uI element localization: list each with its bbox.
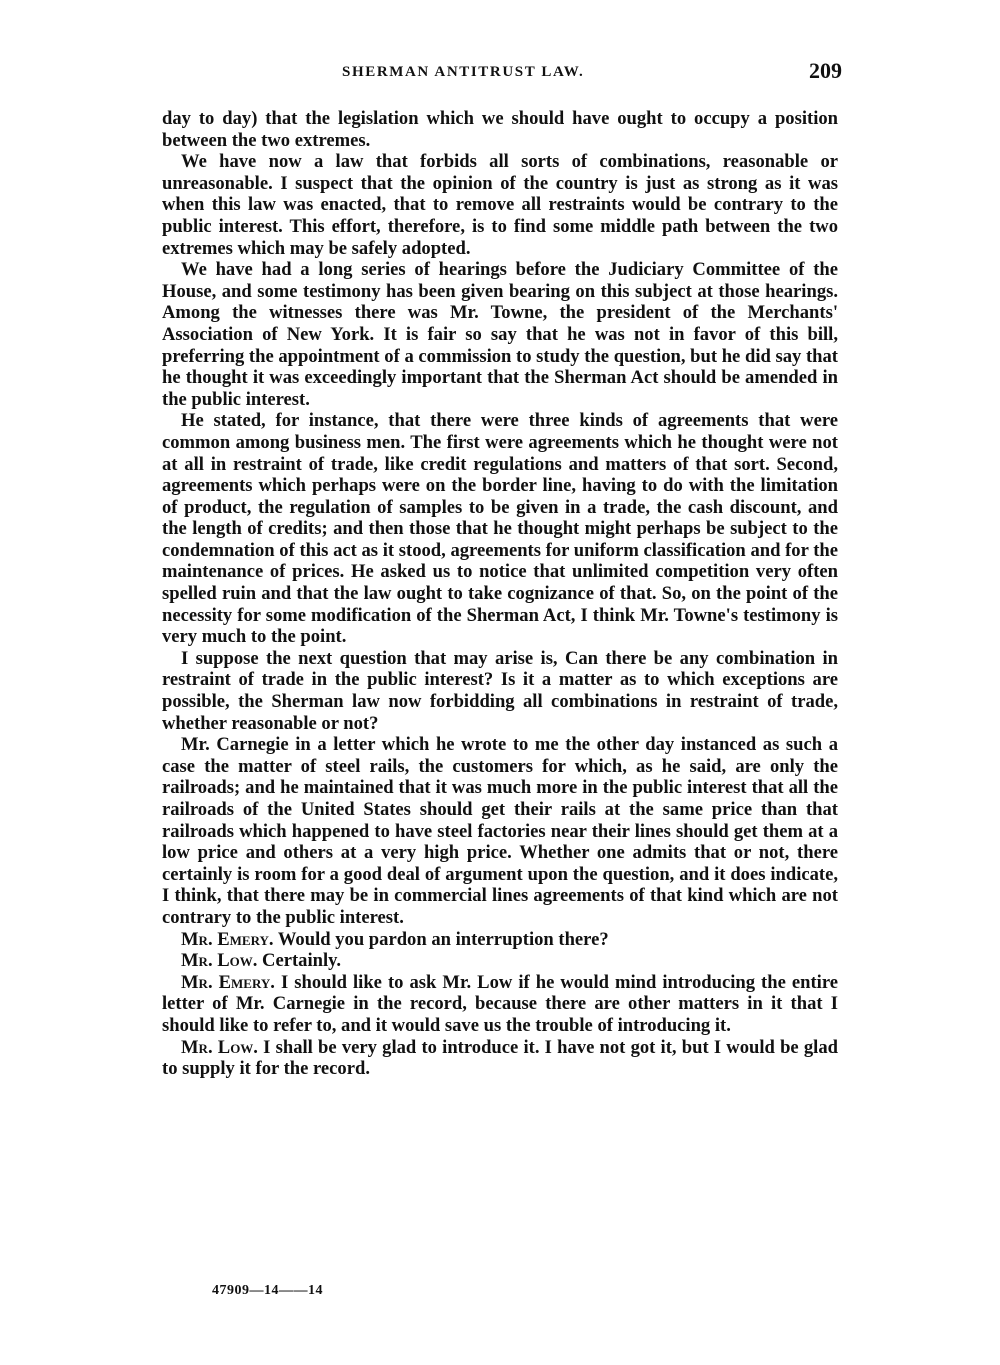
paragraph xyxy=(162,648,838,734)
page-number: 209 xyxy=(809,58,842,83)
paragraph xyxy=(162,259,838,410)
printer-mark: 47909—14——14 xyxy=(212,1283,323,1298)
paragraph-text: I shall be very glad to introduce it. I have not got it, but I would be glad to supply it for the record. xyxy=(162,1036,838,1080)
paragraph-text: We have had a long series of hearings before the Judiciary Committee of the House, and some testimony has been given bearing on this subject at those hearings. Among the witnesses there was Mr. Towne, the president of the Merchants' Association of New York. It is fair so say that he was not in favor of this bill, preferring the appointment of a commission to study the question, but he did say that he thought it was exceedingly important that the Sherman Act should be amended in the public interest. xyxy=(162,259,838,410)
paragraph-text: He stated, for instance, that there were three kinds of agreements that were common among business men. The first were agreements which he thought were not at all in restraint of trade, like credit regulations and matters of that sort. Second, agreements which perhaps were on the border line, having to do with the limitation of product, the regulation of samples to be given in a trade, the cash discount, and the length of credits; and then those that he thought might perhaps be subject to the condemnation of this act as it stood, agreements for uniform classification and for the maintenance of prices. He asked us to notice that unlimited competition very often spelled ruin and that the law ought to take cognizance of that. So, on the point of the necessity for some modification of the Sherman Act, I think Mr. Towne's testimony is very much to the point. xyxy=(162,410,838,648)
paragraph-text: We have now a law that forbids all sorts of combinations, reasonable or unreasonable. I suspect that the opinion of the country is just as strong as it was when this law was enacted, that to remove all restraints would be contrary to the public interest. This effort, therefore, is to find some middle path between the two extremes which may be safely adopted. xyxy=(162,151,838,259)
speaker-name: Mr. Emery. xyxy=(181,928,274,950)
speaker-name: Mr. Low. xyxy=(181,1036,258,1058)
paragraph xyxy=(162,151,838,259)
page-header xyxy=(162,60,842,90)
paragraph xyxy=(162,108,838,151)
dialogue-paragraph xyxy=(162,929,838,951)
speaker-name: Mr. Low. xyxy=(181,950,258,972)
paragraph-text: I suppose the next question that may arise is, Can there be any combination in restraint of trade in the public interest? Is it a matter as to which exceptions are possible, the Sherman law now forbidding all combinations in restraint of trade, whether reasonable or not? xyxy=(162,647,838,734)
paragraph-text: Certainly. xyxy=(257,950,342,972)
dialogue-paragraph xyxy=(162,950,838,972)
paragraph-text: I should like to ask Mr. Low if he would mind introducing the entire letter of Mr. Carnegie in the record, because there are other matters in it that I should like to refer to, and it would save us the trouble of introducing it. xyxy=(162,971,838,1036)
dialogue-paragraph xyxy=(162,972,838,1037)
dialogue-paragraph xyxy=(162,1037,838,1080)
paragraph-text: Would you pardon an interruption there? xyxy=(273,928,609,950)
paragraph xyxy=(162,734,838,928)
paragraph-text: day to day) that the legislation which we should have ought to occupy a position between the two extremes. xyxy=(162,108,838,151)
speaker-name: Mr. Emery. xyxy=(181,971,275,993)
paragraph-text: Mr. Carnegie in a letter which he wrote to me the other day instanced as such a case the matter of steel rails, the customers for which, as he said, are only the railroads; and he maintained that it was much more in the public interest that all the railroads of the United States should get their rails at the same price than that railroads which happened to have steel factories near their lines should get them at a low price and others at a very high price. Whether one admits that or not, there certainly is room for a good deal of argument upon the question, and it does indicate, I think, that there may be in commercial lines agreements of that kind which are not contrary to the public interest. xyxy=(162,734,838,928)
running-head: SHERMAN ANTITRUST LAW. xyxy=(342,64,585,80)
paragraph xyxy=(162,410,838,648)
body-text xyxy=(162,108,838,1080)
